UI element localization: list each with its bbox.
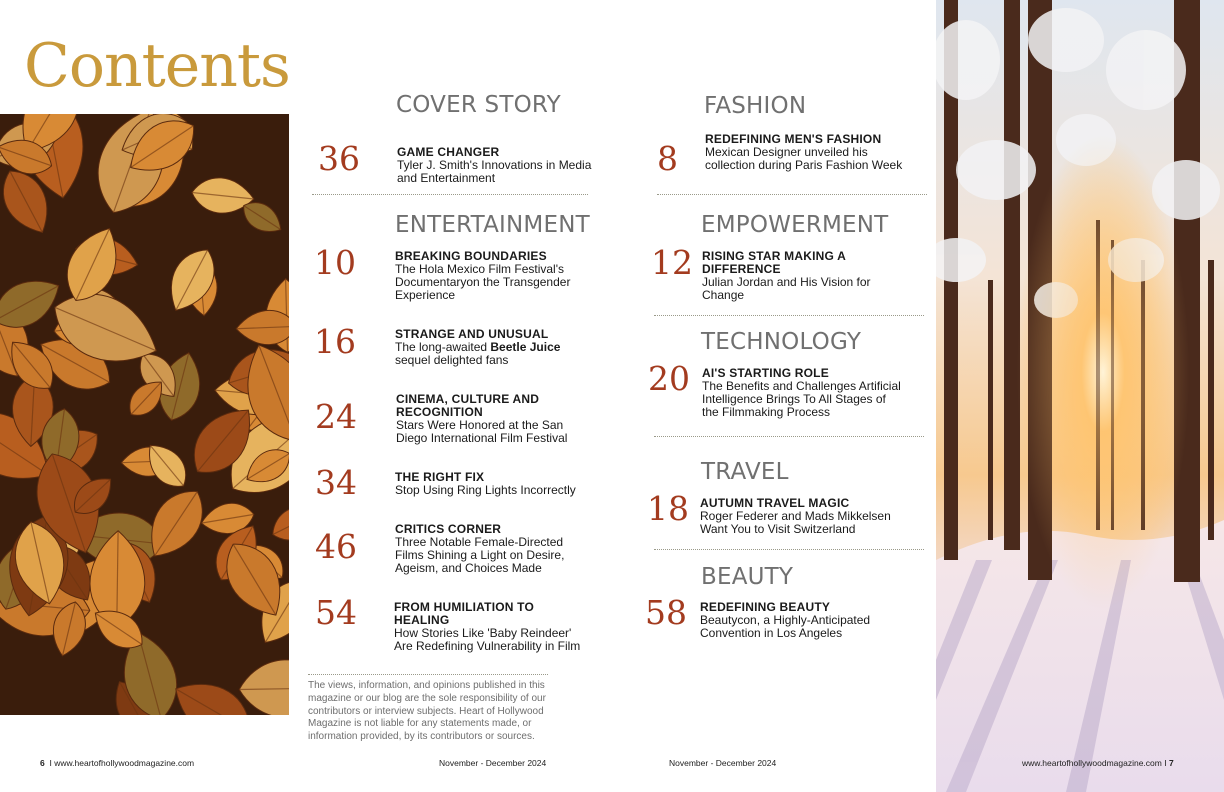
section-title-beauty: BEAUTY [701, 564, 794, 590]
page-title: Contents [24, 31, 290, 101]
footer-separator: I [1164, 758, 1167, 768]
toc-entry[interactable] [395, 328, 595, 367]
toc-entry[interactable] [702, 367, 902, 419]
entry-description: The Hola Mexico Film Festival's Documentaryon the Transgender Experience [395, 262, 571, 302]
entry-title: CINEMA, CULTURE AND RECOGNITION [396, 392, 540, 419]
section-title-travel: TRAVEL [701, 459, 789, 485]
footer-left [40, 759, 194, 768]
entry-description: Stop Using Ring Lights Incorrectly [395, 483, 576, 497]
entry-description: How Stories Like 'Baby Reindeer' Are Redefining Vulnerability in Film [394, 626, 581, 653]
entry-description: Beautycon, a Highly-Anticipated Convention in Los Angeles [700, 613, 871, 640]
page-number[interactable]: 36 [318, 139, 360, 178]
toc-entry[interactable] [397, 146, 597, 185]
entry-title: GAME CHANGER [397, 145, 500, 159]
toc-entry[interactable] [395, 523, 595, 575]
entry-title: BREAKING BOUNDARIES [395, 249, 547, 263]
divider [654, 315, 924, 316]
divider [657, 194, 927, 195]
website-link[interactable]: www.heartofhollywoodmagazine.com [1022, 758, 1162, 768]
entry-description: Mexican Designer unveiled his collection during Paris Fashion Week [705, 145, 903, 172]
page-number[interactable]: 16 [314, 322, 356, 361]
disclaimer: The views, information, and opinions published in this magazine or our blog are the sole responsibility of our contributors or interview subjects. Heart of Hollywood Magazine is not liable for any statements made, or information provided, by its contributors or sources. [308, 680, 546, 743]
film-title: Beetle Juice [490, 340, 561, 354]
page-number[interactable]: 46 [315, 527, 357, 566]
entry-description: The long-awaited Beetle Juice sequel delighted fans [395, 340, 561, 367]
entry-description: Stars Were Honored at the San Diego International Film Festival [396, 418, 568, 445]
toc-entry[interactable] [394, 601, 584, 653]
entry-title: THE RIGHT FIX [395, 470, 485, 484]
entry-title: CRITICS CORNER [395, 522, 502, 536]
page-number[interactable]: 54 [315, 593, 357, 632]
website-link[interactable]: www.heartofhollywoodmagazine.com [54, 758, 195, 768]
entry-title: AI'S STARTING ROLE [702, 366, 829, 380]
toc-entry[interactable] [395, 471, 595, 497]
page-number-left: 6 [40, 758, 45, 768]
divider [312, 194, 588, 195]
page-number[interactable]: 10 [314, 243, 356, 282]
page-number[interactable]: 24 [315, 397, 357, 436]
entry-description: Julian Jordan and His Vision for Change [702, 275, 871, 302]
snowy-forest-sunset-photo [936, 0, 1224, 792]
toc-entry[interactable] [700, 497, 900, 536]
page-number[interactable]: 58 [645, 593, 687, 632]
issue-date-right: November - December 2024 [669, 758, 777, 768]
issue-date-left: November - December 2024 [439, 758, 547, 768]
section-title-technology: TECHNOLOGY [701, 329, 862, 355]
entry-title: REDEFINING MEN'S FASHION [705, 132, 882, 146]
footer-right [1022, 759, 1174, 768]
divider [654, 436, 924, 437]
entry-description: Roger Federer and Mads Mikkelsen Want You to Visit Switzerland [700, 509, 891, 536]
page-number[interactable]: 34 [315, 463, 357, 502]
autumn-leaves-photo [0, 114, 289, 715]
entry-title: FROM HUMILIATION TO HEALING [394, 600, 535, 627]
entry-title: STRANGE AND UNUSUAL [395, 327, 549, 341]
entry-title: RISING STAR MAKING A DIFFERENCE [702, 249, 846, 276]
page-number[interactable]: 20 [648, 359, 690, 398]
section-title-empowerment: EMPOWERMENT [701, 212, 889, 238]
footer-separator: I [49, 758, 52, 768]
toc-entry[interactable] [705, 133, 915, 172]
toc-entry[interactable] [396, 393, 596, 445]
page-number[interactable]: 8 [657, 139, 678, 178]
toc-entry[interactable] [700, 601, 890, 640]
entry-description: Three Notable Female-Directed Films Shining a Light on Desire, Ageism, and Choices Made [395, 535, 565, 575]
entry-title: AUTUMN TRAVEL MAGIC [700, 496, 850, 510]
section-title-fashion: FASHION [704, 93, 807, 119]
toc-entry[interactable] [702, 250, 882, 302]
page-number-right: 7 [1168, 758, 1174, 768]
entry-description: Tyler J. Smith's Innovations in Media and Entertainment [397, 158, 592, 185]
page-number[interactable]: 12 [651, 243, 693, 282]
divider [308, 674, 548, 675]
section-title-cover-story: COVER STORY [396, 92, 561, 118]
page-number[interactable]: 18 [647, 489, 689, 528]
entry-description: The Benefits and Challenges Artificial Intelligence Brings To All Stages of the Filmmaking Process [702, 379, 901, 419]
divider [654, 549, 924, 550]
section-title-entertainment: ENTERTAINMENT [395, 212, 590, 238]
entry-title: REDEFINING BEAUTY [700, 600, 831, 614]
toc-entry[interactable] [395, 250, 595, 302]
